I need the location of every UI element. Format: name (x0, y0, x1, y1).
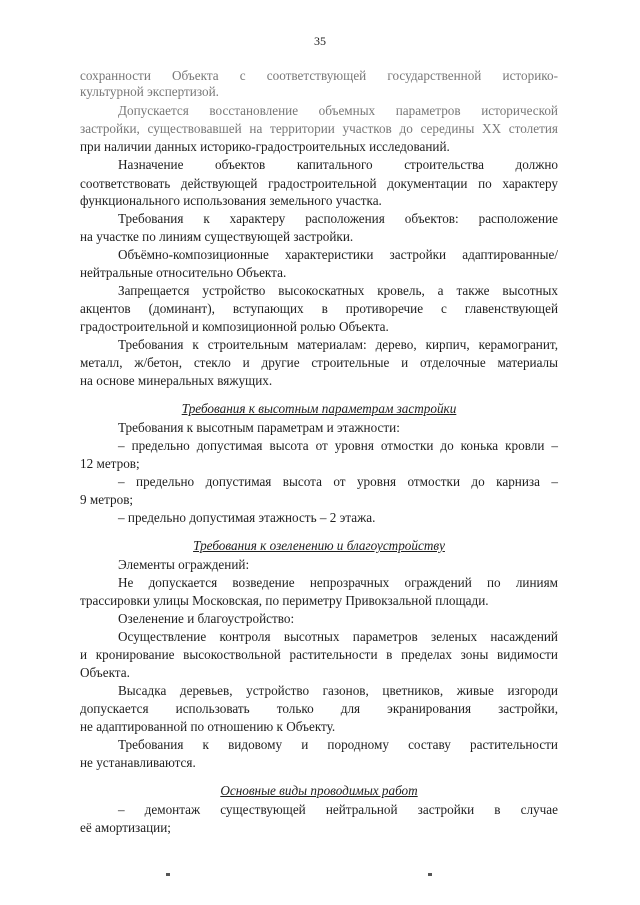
paragraph-line: культурной экспертизой. (80, 84, 219, 99)
section-heading: Требования к озеленению и благоустройству (193, 538, 445, 553)
paragraph-line: Осуществление контроля высотных параметров зеленых насаждений (118, 629, 558, 644)
paragraph-line: функционального использования земельного участка. (80, 193, 382, 208)
paragraph-line: на основе минеральных вяжущих. (80, 373, 273, 388)
paragraph-line: Высадка деревьев, устройство газонов, цветников, живые изгороди (118, 683, 558, 698)
paragraph-line: Объёмно-композиционные характеристики застройки адаптированные/ (118, 247, 558, 262)
paragraph-line: и кронирование высокоствольной растительности в пределах зоны видимости (80, 647, 558, 662)
paragraph-line: не устанавливаются. (80, 755, 196, 770)
paragraph-line: Не допускается возведение непрозрачных ограждений по линиям (118, 575, 558, 590)
paragraph-line: при наличии данных историко-градостроительных исследований. (80, 139, 450, 154)
paragraph-line: Элементы ограждений: (118, 557, 250, 572)
list-item: – демонтаж существующей нейтральной застройки в случае (118, 802, 558, 817)
paragraph-line: не адаптированной по отношению к Объекту. (80, 719, 336, 734)
paragraph-line: трассировки улицы Московская, по периметру Привокзальной площади. (80, 593, 489, 608)
paragraph-line: нейтральные относительно Объекта. (80, 265, 287, 280)
paragraph-line: Требования к высотным параметрам и этажности: (118, 420, 400, 435)
paragraph-line: допускается использовать только для экранирования застройки, (80, 701, 558, 716)
list-item-continuation: 12 метров; (80, 456, 140, 471)
page-number: 35 (314, 34, 326, 48)
paragraph-line: Назначение объектов капитального строительства должно (118, 157, 558, 172)
paragraph-line: соответствовать действующей градостроительной документации по характеру (80, 176, 558, 191)
paragraph-line: акцентов (доминант), вступающих в противоречие с главенствующей (80, 301, 558, 316)
paragraph-line: Требования к строительным материалам: дерево, кирпич, керамогранит, (118, 337, 558, 352)
paragraph-line: Озеленение и благоустройство: (118, 611, 295, 626)
section-heading: Основные виды проводимых работ (220, 783, 418, 798)
paragraph-line: Объекта. (80, 665, 130, 680)
paragraph-line: градостроительной и композиционной ролью Объекта. (80, 319, 389, 334)
list-item-continuation: 9 метров; (80, 492, 134, 507)
list-item: – предельно допустимая этажность – 2 этажа. (118, 510, 376, 525)
paragraph-line: Допускается восстановление объемных параметров исторической (118, 103, 558, 118)
section-heading: Требования к высотным параметрам застройки (181, 401, 457, 416)
paragraph-line: Запрещается устройство высокоскатных кровель, а также высотных (118, 283, 558, 298)
paragraph-line: сохранности Объекта с соответствующей государственной историко- (80, 68, 558, 83)
paragraph-line: Требования к характеру расположения объектов: расположение (118, 211, 558, 226)
paragraph-line: Требования к видовому и породному составу растительности (118, 737, 558, 752)
scan-speck (166, 873, 170, 876)
list-item-continuation: её амортизации; (80, 820, 171, 835)
paragraph-line: на участке по линиям существующей застройки. (80, 229, 354, 244)
paragraph-line: металл, ж/бетон, стекло и другие строительные и отделочные материалы (80, 355, 558, 370)
paragraph-line: застройки, существовавшей на территории участков до середины XX столетия (80, 121, 558, 136)
list-item: – предельно допустимая высота от уровня отмостки до карниза – (118, 474, 558, 489)
list-item: – предельно допустимая высота от уровня отмостки до конька кровли – (118, 438, 558, 453)
scan-speck (428, 873, 432, 876)
